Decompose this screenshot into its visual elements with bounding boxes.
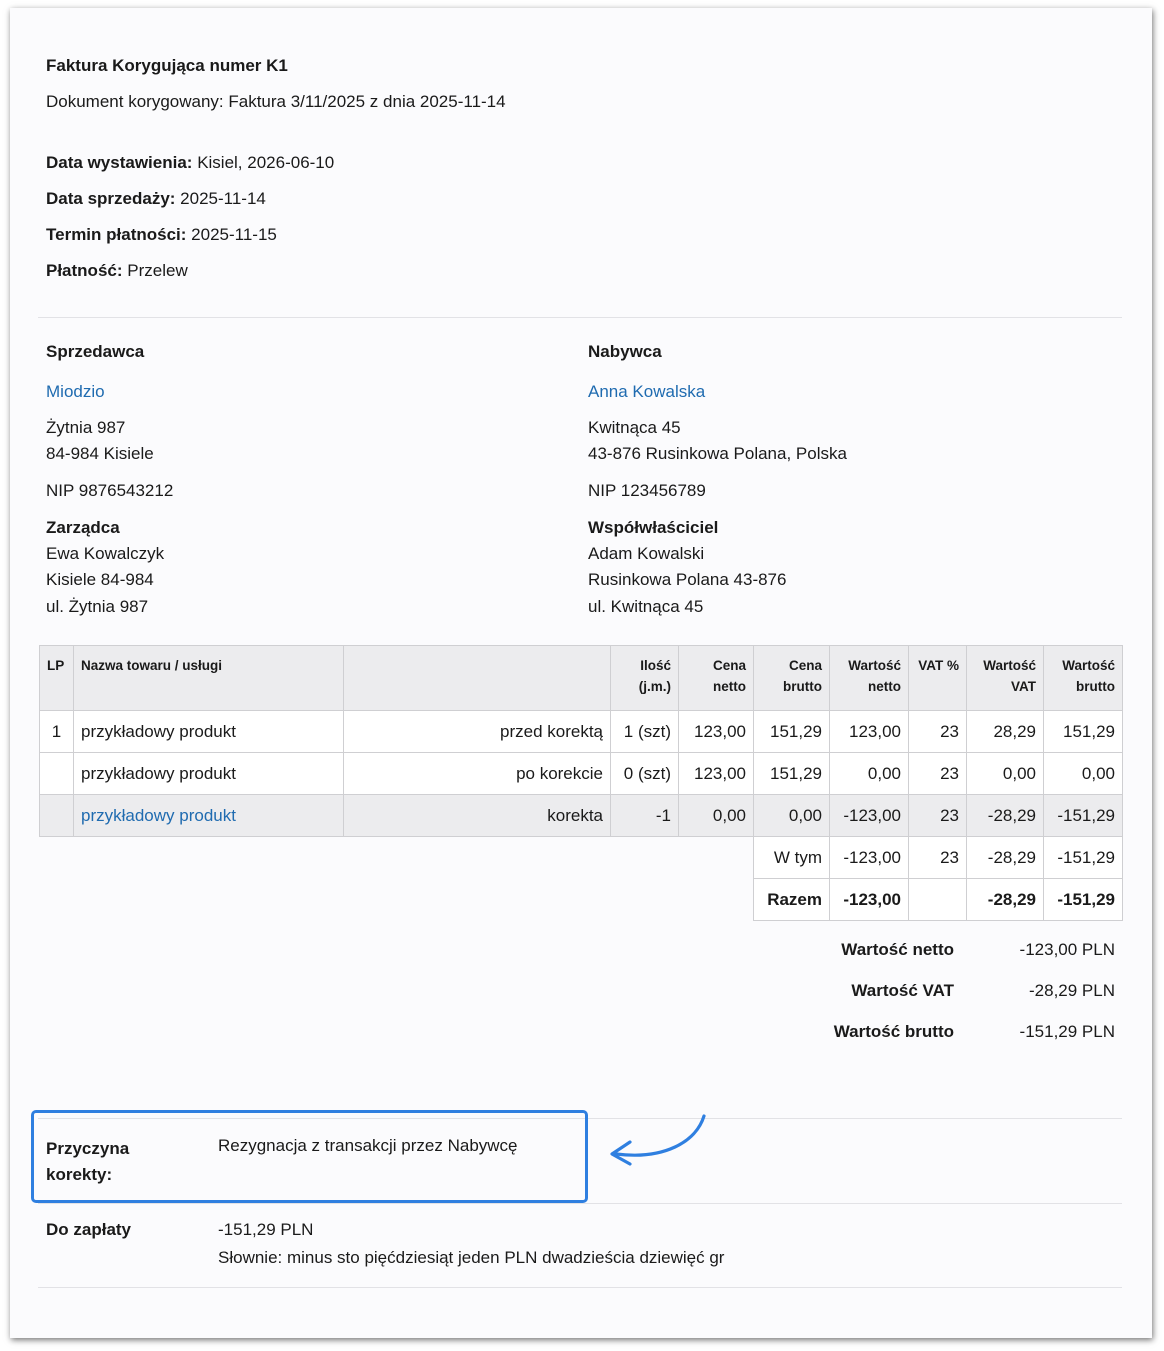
- buyer-street: Kwitnąca 45: [588, 418, 681, 437]
- row-note: po korekcie: [344, 753, 611, 795]
- row-wartosc-netto: -123,00: [830, 795, 909, 837]
- items-table: [39, 645, 1123, 921]
- row-product-name-link[interactable]: przykładowy produkt: [74, 795, 344, 837]
- col-wartosc-vat: Wartość VAT: [967, 646, 1044, 711]
- razem-netto: -123,00: [830, 879, 909, 921]
- row-wartosc-netto: 123,00: [830, 711, 909, 753]
- buyer-role-heading: Współwłaściciel: [588, 518, 719, 537]
- row-lp: [40, 795, 74, 837]
- payment-label: Do zapłaty: [46, 1220, 132, 1239]
- issue-date-line: [46, 153, 334, 173]
- sale-date-label: Data sprzedaży:: [46, 189, 176, 208]
- table-row: [40, 711, 1123, 753]
- col-name: Nazwa towaru / usługi: [74, 646, 344, 711]
- col-qty: Ilość (j.m.): [611, 646, 679, 711]
- table-header-row: [40, 646, 1123, 711]
- row-note: korekta: [344, 795, 611, 837]
- col-note: [344, 646, 611, 711]
- row-qty: -1: [611, 795, 679, 837]
- row-cena-netto: 0,00: [679, 795, 754, 837]
- row-wartosc-vat: 0,00: [967, 753, 1044, 795]
- wtym-label: W tym: [754, 837, 830, 879]
- buyer-role-street: ul. Kwitnąca 45: [588, 597, 704, 616]
- reason-label: Przyczyna korekty:: [46, 1139, 130, 1184]
- buyer-heading: Nabywca: [588, 342, 662, 361]
- wtym-netto: -123,00: [830, 837, 909, 879]
- seller-heading: Sprzedawca: [46, 342, 145, 361]
- summary-brutto-value: -151,29 PLN: [1019, 1022, 1115, 1041]
- issue-date-value: Kisiel, 2026-06-10: [197, 153, 335, 172]
- table-row: [40, 753, 1123, 795]
- seller-street: Żytnia 987: [46, 418, 126, 437]
- summary-netto-value: -123,00 PLN: [1019, 940, 1115, 959]
- razem-label: Razem: [754, 879, 830, 921]
- row-cena-netto: 123,00: [679, 711, 754, 753]
- row-wartosc-netto: 0,00: [830, 753, 909, 795]
- payment-method-line: [46, 261, 188, 281]
- row-wartosc-brutto: 151,29: [1044, 711, 1123, 753]
- payment-amount: -151,29 PLN: [218, 1220, 314, 1239]
- due-date-line: [46, 225, 277, 245]
- sale-date-line: [46, 189, 266, 209]
- row-product-name: przykładowy produkt: [74, 753, 344, 795]
- col-cena-netto: Cena netto: [679, 646, 754, 711]
- row-vat: 23: [909, 795, 967, 837]
- col-lp: LP: [40, 646, 74, 711]
- col-wartosc-netto: Wartość netto: [830, 646, 909, 711]
- divider: [38, 1203, 1122, 1204]
- col-cena-brutto: Cena brutto: [754, 646, 830, 711]
- row-product-name: przykładowy produkt: [74, 711, 344, 753]
- row-wartosc-brutto: -151,29: [1044, 795, 1123, 837]
- payment-method-label: Płatność:: [46, 261, 123, 280]
- row-lp: [40, 753, 74, 795]
- row-cena-brutto: 0,00: [754, 795, 830, 837]
- wtym-brutto: -151,29: [1044, 837, 1123, 879]
- table-row-wtym: [40, 837, 1123, 879]
- razem-vat-value: -28,29: [967, 879, 1044, 921]
- row-qty: 0 (szt): [611, 753, 679, 795]
- summary-netto-label: Wartość netto: [841, 940, 954, 959]
- table-row-correction: [40, 795, 1123, 837]
- razem-brutto: -151,29: [1044, 879, 1123, 921]
- divider: [38, 317, 1122, 318]
- sale-date-value: 2025-11-14: [180, 189, 266, 208]
- buyer-nip: NIP 123456789: [588, 481, 706, 500]
- buyer-role-name: Adam Kowalski: [588, 544, 705, 563]
- col-wartosc-brutto: Wartość brutto: [1044, 646, 1123, 711]
- divider: [38, 1287, 1122, 1288]
- row-cena-netto: 123,00: [679, 753, 754, 795]
- seller-city: 84-984 Kisiele: [46, 444, 154, 463]
- curved-arrow-icon: [600, 1110, 710, 1172]
- summary-vat-value: -28,29 PLN: [1029, 981, 1115, 1000]
- buyer-name-link[interactable]: Anna Kowalska: [588, 382, 706, 401]
- due-date-value: 2025-11-15: [191, 225, 277, 244]
- issue-date-label: Data wystawienia:: [46, 153, 193, 172]
- summary-brutto-label: Wartość brutto: [833, 1022, 954, 1041]
- row-cena-brutto: 151,29: [754, 711, 830, 753]
- row-note: przed korektą: [344, 711, 611, 753]
- row-wartosc-brutto: 0,00: [1044, 753, 1123, 795]
- seller-name-link[interactable]: Miodzio: [46, 382, 105, 401]
- corrected-document: Dokument korygowany: Faktura 3/11/2025 z dnia 2025-11-14: [46, 92, 506, 111]
- wtym-vat-value: -28,29: [967, 837, 1044, 879]
- seller-role-city: Kisiele 84-984: [46, 570, 154, 589]
- row-wartosc-vat: -28,29: [967, 795, 1044, 837]
- payment-method-value: Przelew: [127, 261, 188, 280]
- seller-role-street: ul. Żytnia 987: [46, 597, 149, 616]
- row-wartosc-vat: 28,29: [967, 711, 1044, 753]
- seller-role-heading: Zarządca: [46, 518, 120, 537]
- seller-role-name: Ewa Kowalczyk: [46, 544, 165, 563]
- summary-vat-label: Wartość VAT: [851, 981, 954, 1000]
- razem-vat: [909, 879, 967, 921]
- invoice-sheet: [10, 8, 1152, 1338]
- due-date-label: Termin płatności:: [46, 225, 187, 244]
- buyer-role-city: Rusinkowa Polana 43-876: [588, 570, 787, 589]
- invoice-title: Faktura Korygująca numer K1: [46, 56, 288, 75]
- seller-nip: NIP 9876543212: [46, 481, 174, 500]
- payment-in-words: Słownie: minus sto pięćdziesiąt jeden PLN dwadzieścia dziewięć gr: [218, 1248, 725, 1267]
- wtym-vat: 23: [909, 837, 967, 879]
- buyer-city: 43-876 Rusinkowa Polana, Polska: [588, 444, 847, 463]
- col-vat: VAT %: [909, 646, 967, 711]
- row-lp: 1: [40, 711, 74, 753]
- reason-value: Rezygnacja z transakcji przez Nabywcę: [218, 1136, 518, 1155]
- row-vat: 23: [909, 711, 967, 753]
- row-cena-brutto: 151,29: [754, 753, 830, 795]
- table-row-razem: [40, 879, 1123, 921]
- row-qty: 1 (szt): [611, 711, 679, 753]
- row-vat: 23: [909, 753, 967, 795]
